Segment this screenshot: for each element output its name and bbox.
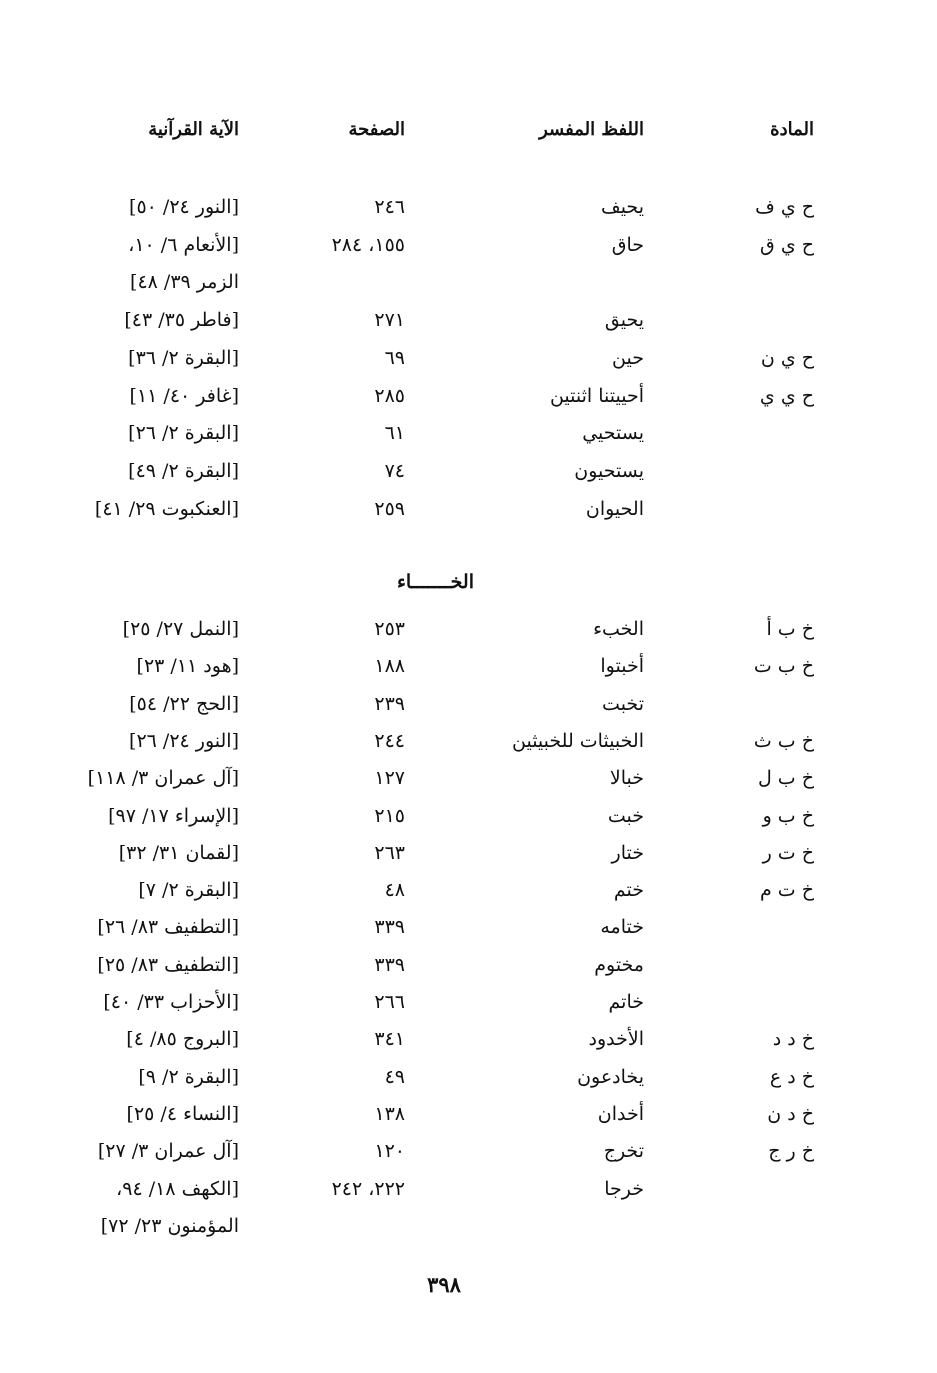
page-cell: ٢٢٢، ٢٤٢ (331, 1177, 405, 1200)
page-cell: ٢٤٦ (374, 196, 405, 218)
word-cell: يخادعون (577, 1065, 644, 1088)
verse-cell: [العنكبوت ٢٩/ ٤١] (94, 497, 239, 520)
verse-cell: [الحج ٢٢/ ٥٤] (129, 692, 239, 715)
root-cell: خ ب و (762, 804, 814, 827)
section-title-dash: ـــــ (417, 571, 446, 593)
page-cell: ٢٥٩ (374, 497, 405, 520)
root-cell: خ د د (772, 1028, 814, 1051)
page-cell: ٦٩ (384, 346, 405, 369)
root-cell: خ ب ل (757, 767, 814, 790)
word-cell: الأخدود (588, 1028, 644, 1051)
section-title-kha (397, 570, 474, 594)
word-cell: الخبيثات للخبيثين (512, 729, 644, 752)
page-cell: ٢٣٩ (374, 692, 405, 715)
verse-cell: [الأنعام ٦/ ١٠، (128, 233, 239, 256)
verse-cell: [التطفيف ٨٣/ ٢٥] (97, 953, 239, 976)
word-cell: الخبء (593, 618, 644, 640)
root-cell: ح ي ق (760, 233, 814, 256)
header-root: المادة (770, 119, 814, 140)
word-cell: مختوم (594, 953, 644, 976)
page-cell: ١٢٧ (374, 767, 405, 790)
page-cell: ١٣٨ (374, 1102, 405, 1125)
verse-cell: [البقرة ٢/ ٧] (138, 879, 239, 902)
verse-cell: المؤمنون ٢٣/ ٧٢] (100, 1214, 239, 1237)
page-cell: ٤٩ (384, 1065, 405, 1088)
verse-cell: [النور ٢٤/ ٥٠] (129, 196, 239, 218)
word-cell: يستحيون (574, 459, 644, 482)
root-cell: خ د ن (767, 1102, 814, 1125)
header-word: اللفظ المفسر (539, 119, 644, 140)
word-cell: خرجا (604, 1177, 644, 1200)
page-cell: ١٨٨ (374, 655, 405, 678)
verse-cell: [البقرة ٢/ ٩] (138, 1065, 239, 1088)
page-number: ٣٩٨ (427, 1272, 461, 1297)
verse-cell: [الكهف ١٨/ ٩٤، (116, 1177, 239, 1200)
verse-cell: [البروج ٨٥/ ٤] (126, 1028, 239, 1051)
word-cell: يحيف (601, 196, 644, 218)
verse-cell: [النساء ٤/ ٢٥] (126, 1102, 239, 1125)
page-cell: ٢٧١ (374, 309, 405, 332)
root-cell: خ ت ر (762, 841, 814, 864)
verse-cell: [البقرة ٢/ ٣٦] (128, 346, 239, 369)
page-cell: ١٥٥، ٢٨٤ (331, 233, 405, 256)
page-cell: ٢٨٥ (374, 384, 405, 407)
verse-cell: [النور ٢٤/ ٢٦] (129, 729, 239, 752)
section-title-end: ـاء (396, 571, 418, 593)
root-cell: خ ر ج (768, 1140, 814, 1163)
word-cell: تخرج (603, 1140, 644, 1163)
word-cell: خبت (607, 804, 644, 827)
root-cell: خ ت م (760, 879, 814, 902)
word-cell: يستحيي (582, 422, 644, 445)
word-cell: ختم (613, 879, 644, 902)
root-cell: خ ب ت (753, 655, 814, 678)
page-cell: ٢٥٣ (374, 618, 405, 640)
page-cell: ٦١ (384, 422, 405, 445)
header-page: الصفحة (348, 119, 405, 140)
page-cell: ٣٣٩ (374, 953, 405, 976)
page-cell: ٣٣٩ (374, 916, 405, 939)
word-cell: ختار (611, 841, 644, 864)
word-cell: ختامه (600, 916, 644, 939)
verse-cell: [النمل ٢٧/ ٢٥] (122, 618, 239, 640)
verse-cell: [الأحزاب ٣٣/ ٤٠] (103, 991, 239, 1013)
section-title-start: الخـ (445, 571, 474, 593)
page-cell: ٢٤٤ (374, 729, 405, 752)
word-cell: يحيق (604, 309, 644, 332)
root-cell: ح ي ي (759, 384, 814, 407)
root-cell: خ ب أ (766, 618, 814, 640)
word-cell: الحيوان (585, 497, 644, 520)
word-cell: تخبت (602, 692, 644, 715)
verse-cell: [الإسراء ١٧/ ٩٧] (108, 804, 239, 827)
header-verse: الآية القرآنية (148, 119, 239, 140)
page-cell: ١٢٠ (374, 1140, 405, 1163)
verse-cell: [غافر ٤٠/ ١١] (129, 384, 239, 407)
verse-cell: [البقرة ٢/ ٤٩] (128, 459, 239, 482)
verse-cell: [لقمان ٣١/ ٣٢] (118, 841, 239, 864)
page-cell: ٣٤١ (374, 1028, 405, 1051)
word-cell: خاتم (608, 991, 644, 1013)
word-cell: حين (612, 346, 644, 369)
word-cell: أخدان (597, 1102, 644, 1125)
verse-cell: [آل عمران ٣/ ١١٨] (87, 767, 239, 790)
word-cell: حاق (611, 233, 644, 256)
page-cell: ٧٤ (384, 459, 405, 482)
page-cell: ٢٦٦ (374, 991, 405, 1013)
verse-cell: [البقرة ٢/ ٢٦] (128, 422, 239, 445)
root-cell: خ د ع (769, 1065, 814, 1088)
word-cell: أخبتوا (600, 655, 644, 678)
verse-cell: [التطفيف ٨٣/ ٢٦] (97, 916, 239, 939)
verse-cell: [هود ١١/ ٢٣] (136, 655, 239, 678)
page-cell: ٢٦٣ (374, 841, 405, 864)
page-cell: ٤٨ (384, 879, 405, 902)
verse-cell: الزمر ٣٩/ ٤٨] (130, 271, 239, 294)
verse-cell: [آل عمران ٣/ ٢٧] (97, 1140, 239, 1163)
page-cell: ٢١٥ (374, 804, 405, 827)
word-cell: أحييتنا اثنتين (549, 384, 644, 407)
root-cell: ح ي ف (755, 196, 814, 218)
root-cell: خ ب ث (753, 729, 814, 752)
word-cell: خبالا (609, 767, 644, 790)
root-cell: ح ي ن (760, 346, 814, 369)
verse-cell: [فاطر ٣٥/ ٤٣] (124, 309, 239, 332)
